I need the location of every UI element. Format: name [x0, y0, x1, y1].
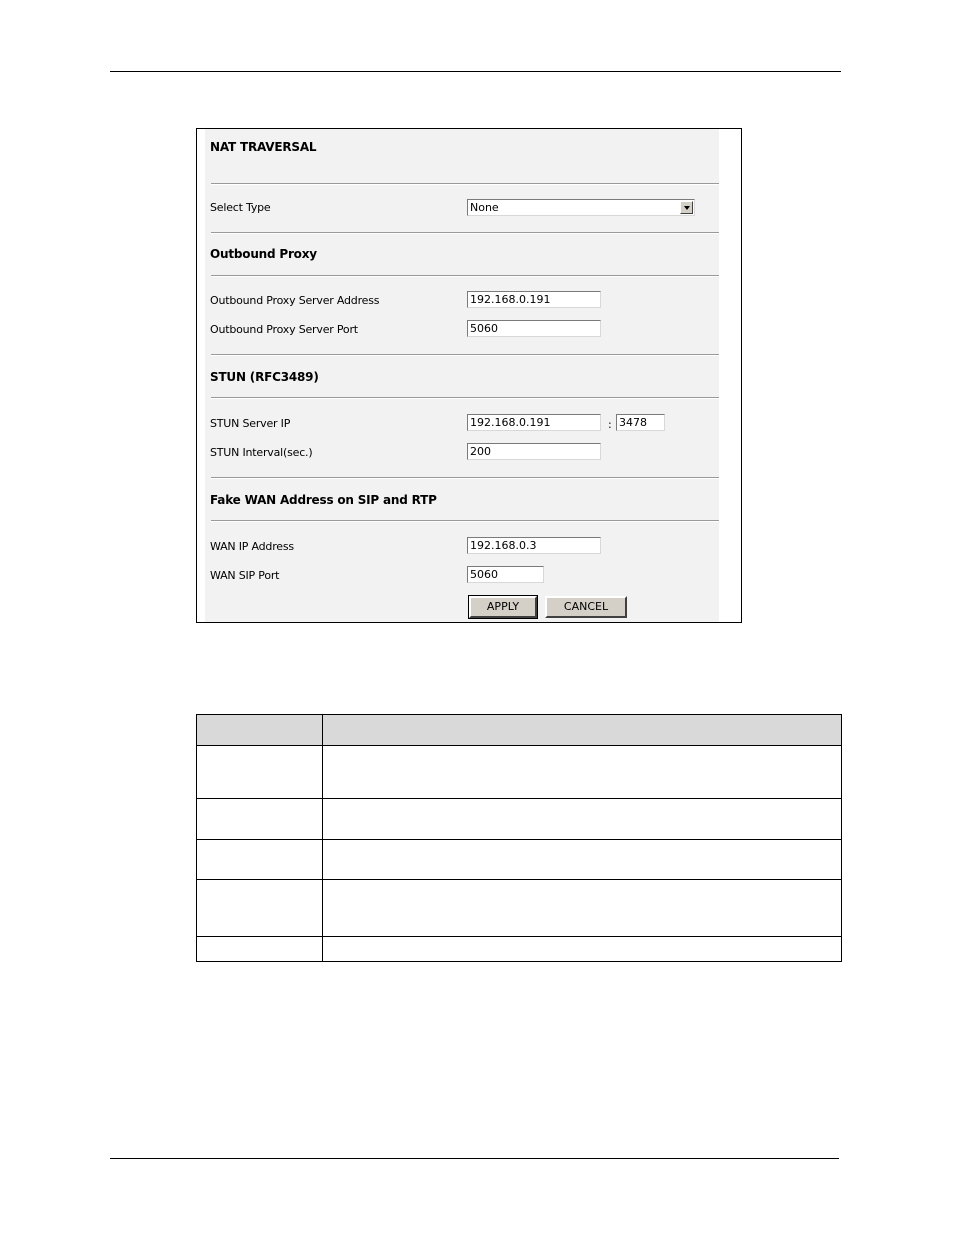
wan-sip-port-label: WAN SIP Port: [210, 569, 280, 582]
outbound-proxy-address-input[interactable]: 192.168.0.191: [467, 291, 601, 308]
apply-button[interactable]: APPLY: [469, 596, 537, 618]
stun-server-ip-input[interactable]: 192.168.0.191: [467, 414, 601, 431]
table-cell: [197, 746, 323, 799]
wan-ip-address-input[interactable]: 192.168.0.3: [467, 537, 601, 554]
stun-interval-label: STUN Interval(sec.): [210, 446, 313, 459]
wan-sip-port-input[interactable]: 5060: [467, 566, 544, 583]
table-row: [197, 746, 842, 799]
table-cell: [197, 799, 323, 840]
table-cell: [323, 840, 842, 880]
stun-heading: STUN (RFC3489): [210, 370, 319, 384]
outbound-proxy-port-label: Outbound Proxy Server Port: [210, 323, 358, 336]
header-rule: [110, 71, 841, 72]
stun-server-port-input[interactable]: 3478: [616, 414, 665, 431]
divider: [211, 397, 719, 399]
table-row: [197, 840, 842, 880]
table-cell: [323, 937, 842, 962]
outbound-proxy-heading: Outbound Proxy: [210, 247, 317, 261]
table-row: [197, 937, 842, 962]
select-type-dropdown[interactable]: [467, 199, 695, 216]
stun-server-ip-label: STUN Server IP: [210, 417, 291, 430]
select-type-value: None: [470, 201, 499, 214]
outbound-proxy-port-input[interactable]: 5060: [467, 320, 601, 337]
table-cell: [197, 880, 323, 937]
ip-port-separator: :: [608, 418, 612, 431]
stun-interval-input[interactable]: 200: [467, 443, 601, 460]
table-header-cell: [197, 715, 323, 746]
table-cell: [197, 937, 323, 962]
table-cell: [197, 840, 323, 880]
table-cell: [323, 799, 842, 840]
divider: [211, 354, 719, 356]
footer-rule: [110, 1158, 839, 1159]
table-row: [197, 880, 842, 937]
divider: [211, 477, 719, 479]
chevron-down-icon[interactable]: [680, 201, 693, 214]
divider: [211, 520, 719, 522]
table-header-cell: [323, 715, 842, 746]
cancel-button[interactable]: CANCEL: [545, 596, 627, 618]
table-header-row: [197, 715, 842, 746]
field-description-table: [196, 714, 842, 962]
divider: [211, 275, 719, 277]
divider: [211, 183, 719, 185]
divider: [211, 232, 719, 234]
outbound-proxy-address-label: Outbound Proxy Server Address: [210, 294, 380, 307]
nat-traversal-panel: [196, 128, 742, 623]
table-cell: [323, 746, 842, 799]
page-title: NAT TRAVERSAL: [210, 140, 317, 154]
table-row: [197, 799, 842, 840]
fake-wan-heading: Fake WAN Address on SIP and RTP: [210, 493, 437, 507]
table-cell: [323, 880, 842, 937]
select-type-label: Select Type: [210, 201, 271, 214]
wan-ip-address-label: WAN IP Address: [210, 540, 294, 553]
